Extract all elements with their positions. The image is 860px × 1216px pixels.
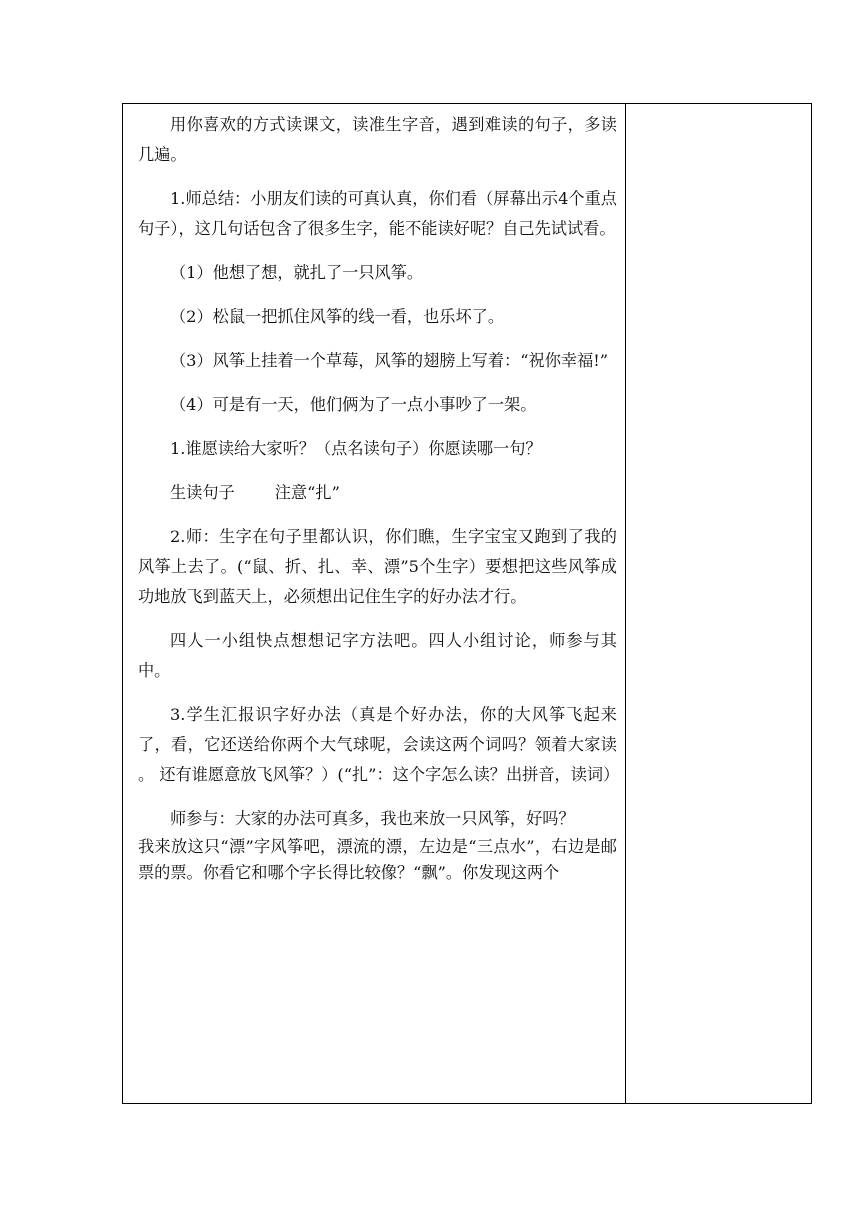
paragraph-teacher-summary: 1.师总结：小朋友们读的可真认真，你们看（屏幕出示4个重点句子），这几句话包含了很多生字，能不能读好呢？自己先试试看。	[138, 189, 617, 238]
paragraph-teacher-participates: 师参与：大家的办法可真多，我也来放一只风筝，好吗？	[170, 809, 575, 828]
paragraph-student-reading	[138, 478, 617, 508]
paragraph-who-reads: 1.谁愿读给大家听？（点名读句子）你愿读哪一句？	[170, 439, 542, 458]
paragraph-kite-characters: 2.师：生字在句子里都认识，你们瞧，生字宝宝又跑到了我的风筝上去了。(“鼠、折、扎、幸、漂”5个生字）要想把这些风筝成功地放飞到蓝天上，必须想出记住生字的好办法才行。	[138, 527, 617, 606]
paragraph-piao-kite: 我来放这只“漂”字风筝吧，漂流的漂，左边是“三点水”，右边是邮票的票。你看它和哪个字长得比较像？“飘”。你发现这两个	[138, 837, 617, 882]
main-column-cell	[123, 104, 626, 1104]
paragraph-reading-instruction: 用你喜欢的方式读课文，读准生字音，遇到难读的句子，多读几遍。	[138, 115, 617, 164]
paragraph-student-report: 3.学生汇报识字好办法（真是个好办法，你的大风筝飞起来了，看，它还送给你两个大气球呢，会读这两个词吗？领着大家读 。 还有谁愿意放飞风筝？）(“扎”：这个字怎么读？出拼音，读词）	[138, 705, 620, 784]
lesson-table	[122, 103, 812, 1104]
paragraph-sentence-3: （3）风筝上挂着一个草莓，风筝的翅膀上写着：“祝你幸福!”	[170, 351, 609, 370]
student-reading-label: 生读句子	[170, 483, 235, 502]
paragraph-sentence-2: （2）松鼠一把抓住风筝的线一看，也乐坏了。	[170, 307, 505, 326]
notes-column-cell	[626, 104, 812, 1104]
paragraph-group-discussion: 四人一小组快点想想记字方法吧。四人小组讨论，师参与其中。	[138, 631, 617, 680]
paragraph-sentence-4: （4）可是有一天，他们俩为了一点小事吵了一架。	[170, 395, 537, 414]
lesson-content	[123, 104, 625, 886]
attention-note: 注意“扎”	[274, 483, 340, 502]
paragraph-sentence-1: （1）他想了想，就扎了一只风筝。	[170, 263, 424, 282]
